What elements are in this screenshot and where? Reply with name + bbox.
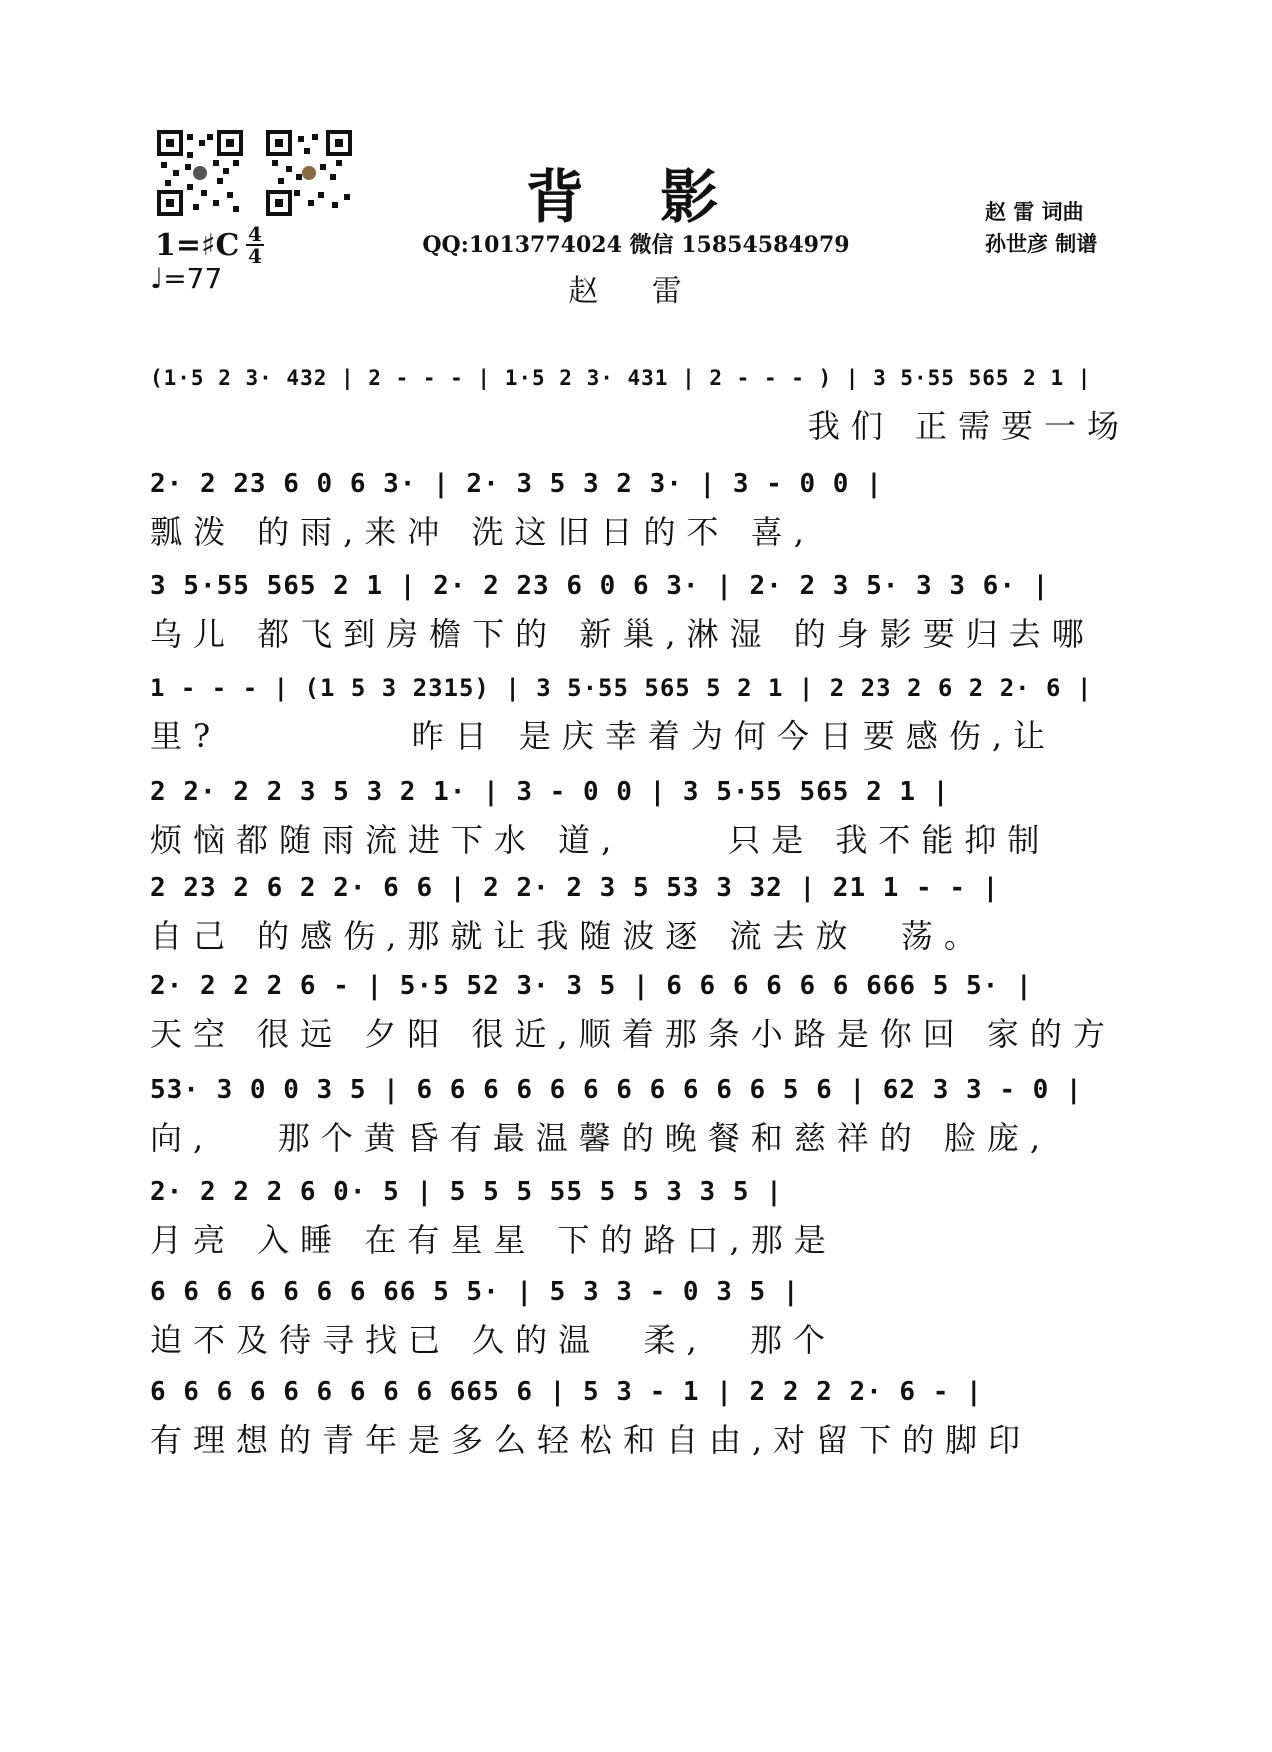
lyrics-line: 向, 那个黄昏有最温馨的晚餐和慈祥的 脸庞, bbox=[150, 1119, 1052, 1157]
lyrics-line: 有理想的青年是多么轻松和自由,对留下的脚印 bbox=[150, 1421, 1032, 1459]
lyrics-line: 自己 的感伤,那就让我随波逐 流去放 荡。 bbox=[150, 917, 987, 955]
notation-text: 2 2· 2 2 3 5 3 2 1· | 3 - 0 0 | 3 5·55 565 2 1 | bbox=[150, 777, 950, 807]
staff-row bbox=[150, 960, 1130, 1056]
song-title: 背 影 bbox=[525, 163, 747, 231]
notation-line bbox=[150, 662, 1130, 714]
notation-line bbox=[150, 1166, 1130, 1218]
notation-text: 1 - - - | (1 5 3 2315) | 3 5·55 565 5 2 1 | 2 23 2 6 2 2· 6 | bbox=[150, 674, 1093, 702]
staff-row bbox=[150, 862, 1130, 958]
lyrics-line: 瓢泼 的雨,来冲 洗这旧日的不 喜, bbox=[150, 513, 815, 551]
contact-info: QQ:1013774024 微信 15854584979 bbox=[422, 232, 850, 258]
credit-lyrics-music: 赵 雷 词曲 bbox=[985, 199, 1084, 224]
lyrics-line: 烦恼都随雨流进下水 道, 只是 我不能抑制 bbox=[150, 821, 1051, 859]
staff-row bbox=[150, 1166, 1130, 1262]
notation-line bbox=[150, 960, 1130, 1012]
notation-text: 3 5·55 565 2 1 | 2· 2 23 6 0 6 3· | 2· 2 3 5· 3 3 6· | bbox=[150, 571, 1050, 601]
lyrics-line: 里? 昨日 是庆幸着为何今日要感伤,让 bbox=[150, 717, 1057, 755]
notation-text: 2 23 2 6 2 2· 6 6 | 2 2· 2 3 5 53 3 32 | 21 1 - - | bbox=[150, 873, 1000, 903]
lyrics-line: 乌儿 都飞到房檐下的 新巢,淋湿 的身影要归去哪 bbox=[150, 615, 1095, 653]
lyrics-line: 迫不及待寻找已 久的温 柔, 那个 bbox=[150, 1321, 837, 1359]
credit-score-maker: 孙世彦 制谱 bbox=[985, 231, 1098, 256]
tempo-marking bbox=[150, 262, 222, 295]
staff-row bbox=[150, 1266, 1130, 1362]
notation-line bbox=[150, 766, 1130, 818]
lyrics-line: 天空 很远 夕阳 很近,顺着那条小路是你回 家的方 bbox=[150, 1015, 1116, 1053]
singer-name: 赵 雷 bbox=[568, 274, 704, 309]
staff-row bbox=[150, 662, 1130, 758]
time-signature bbox=[246, 224, 264, 266]
lyrics-line: 我们 正需要一场 bbox=[807, 407, 1130, 445]
staff-row bbox=[150, 352, 1130, 448]
notation-text: (1·5 2 3· 432 | 2 - - - | 1·5 2 3· 431 | 2 - - - ) | 3 5·55 565 2 1 | bbox=[150, 366, 1092, 390]
notation-line bbox=[150, 1266, 1130, 1318]
staff-row bbox=[150, 766, 1130, 862]
key-signature: 1=♯C bbox=[155, 228, 240, 263]
notation-line bbox=[150, 1366, 1130, 1418]
time-signature-bottom: 4 bbox=[248, 244, 262, 268]
tempo-value: =77 bbox=[163, 262, 223, 295]
quarter-note-icon: ♩ bbox=[150, 262, 164, 295]
notation-line bbox=[150, 1064, 1130, 1116]
notation-line bbox=[150, 352, 1130, 404]
notation-text: 2· 2 2 2 6 - | 5·5 52 3· 3 5 | 6 6 6 6 6 6 666 5 5· | bbox=[150, 971, 1033, 1001]
notation-line bbox=[150, 862, 1130, 914]
staff-row bbox=[150, 458, 1130, 554]
lyrics-line: 月亮 入睡 在有星星 下的路口,那是 bbox=[150, 1221, 837, 1259]
time-signature-top: 4 bbox=[248, 222, 262, 246]
notation-text: 2· 2 2 2 6 0· 5 | 5 5 5 55 5 5 3 3 5 | bbox=[150, 1177, 783, 1207]
notation-text: 6 6 6 6 6 6 6 6 6 665 6 | 5 3 - 1 | 2 2 2 2· 6 - | bbox=[150, 1377, 983, 1407]
notation-text: 6 6 6 6 6 6 6 66 5 5· | 5 3 3 - 0 3 5 | bbox=[150, 1277, 800, 1307]
staff-row bbox=[150, 560, 1130, 656]
notation-line bbox=[150, 560, 1130, 612]
notation-text: 53· 3 0 0 3 5 | 6 6 6 6 6 6 6 6 6 6 6 5 6 | 62 3 3 - 0 | bbox=[150, 1075, 1083, 1105]
staff-row bbox=[150, 1366, 1130, 1462]
notation-line bbox=[150, 458, 1130, 510]
notation-text: 2· 2 23 6 0 6 3· | 2· 3 5 3 2 3· | 3 - 0 0 | bbox=[150, 469, 883, 499]
staff-row bbox=[150, 1064, 1130, 1160]
